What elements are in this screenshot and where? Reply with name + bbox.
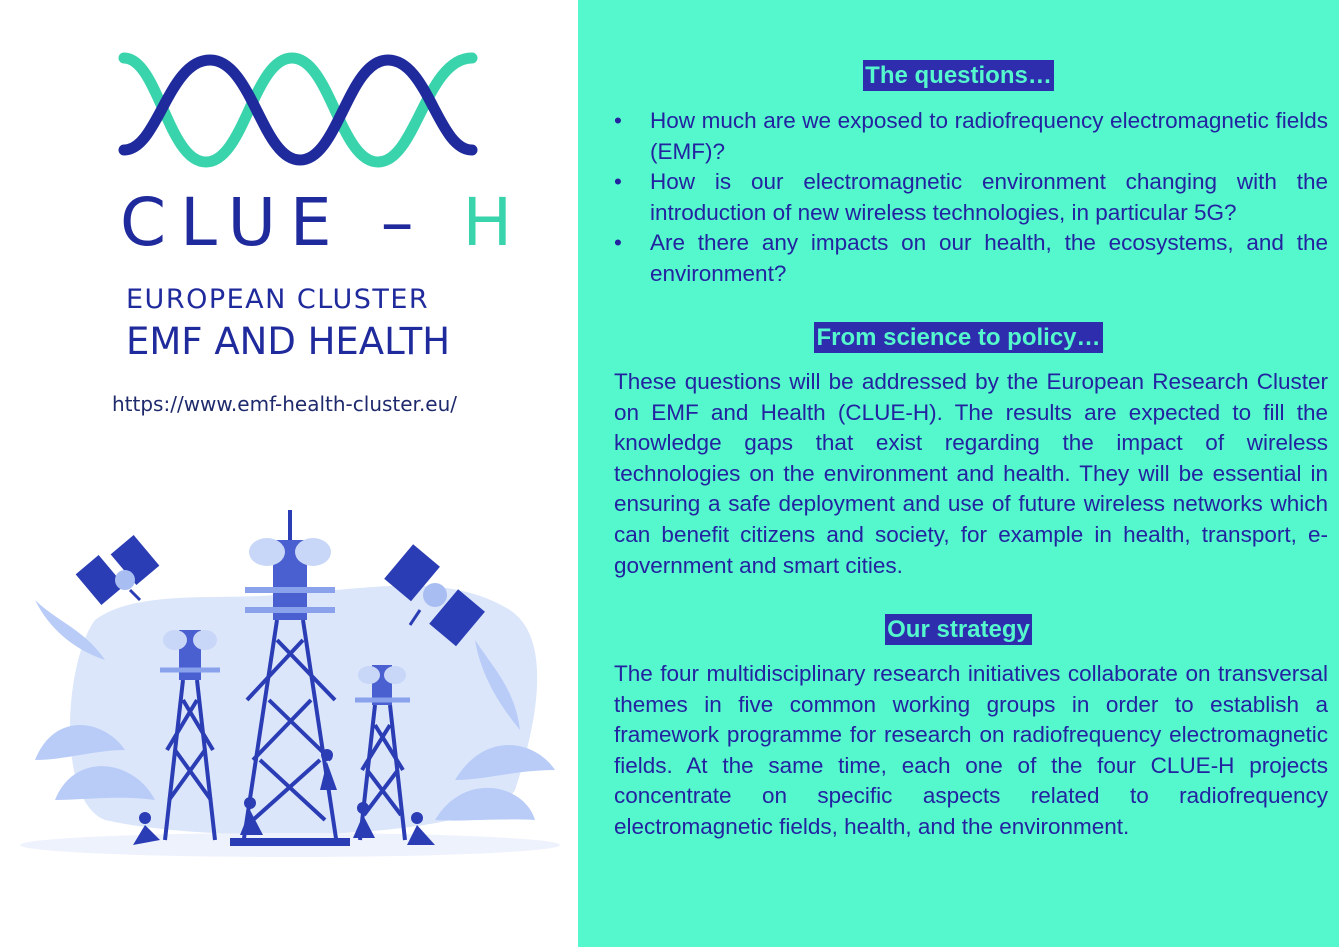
cluster-tagline-1: EUROPEAN CLUSTER bbox=[126, 284, 430, 315]
strategy-heading-label: Our strategy bbox=[887, 616, 1030, 643]
policy-heading-label: From science to policy… bbox=[816, 324, 1101, 351]
strategy-heading bbox=[578, 616, 1339, 644]
list-item: • How much are we exposed to radiofrequency electromagnetic fields (EMF)? bbox=[614, 106, 1328, 167]
logo-wordmark bbox=[120, 184, 527, 261]
cluster-tagline-2: EMF AND HEALTH bbox=[126, 320, 451, 363]
logo-separator: – bbox=[380, 184, 428, 261]
policy-heading bbox=[578, 324, 1339, 352]
logo-suffix: H bbox=[462, 184, 527, 261]
wave-logo-icon bbox=[118, 50, 478, 170]
antenna-illustration bbox=[15, 500, 565, 870]
satellite-icon bbox=[76, 535, 160, 605]
questions-list bbox=[614, 106, 1328, 289]
questions-heading bbox=[578, 62, 1339, 90]
right-panel bbox=[578, 0, 1339, 947]
list-item: • How is our electromagnetic environment changing with the introduction of new wireless technologies, in particular 5G? bbox=[614, 167, 1328, 228]
strategy-paragraph: The four multidisciplinary research initiatives collaborate on transversal themes in five common working groups in order to establish a framework programme for research on radiofrequency electromagnetic fields. At the same time, each one of the four CLUE-H projects concentrate on specific aspects related to radiofrequency electromagnetic fields, health, and the environment. bbox=[614, 661, 1328, 839]
list-item: • Are there any impacts on our health, the ecosystems, and the environment? bbox=[614, 228, 1328, 289]
logo-name: CLUE bbox=[120, 184, 346, 261]
left-panel bbox=[0, 0, 578, 947]
policy-paragraph: These questions will be addressed by the European Research Cluster on EMF and Health (CLUE-H). The results are expected to fill the knowledge gaps that exist regarding the impact of wireless technologies on the environment and health. They will be essential in ensuring a safe deployment and use of future wireless networks which can benefit citizens and society, for example in health, transport, e-government and smart cities. bbox=[614, 369, 1328, 578]
website-link[interactable]: https://www.emf-health-cluster.eu/ bbox=[112, 392, 458, 416]
questions-heading-label: The questions… bbox=[865, 62, 1052, 89]
